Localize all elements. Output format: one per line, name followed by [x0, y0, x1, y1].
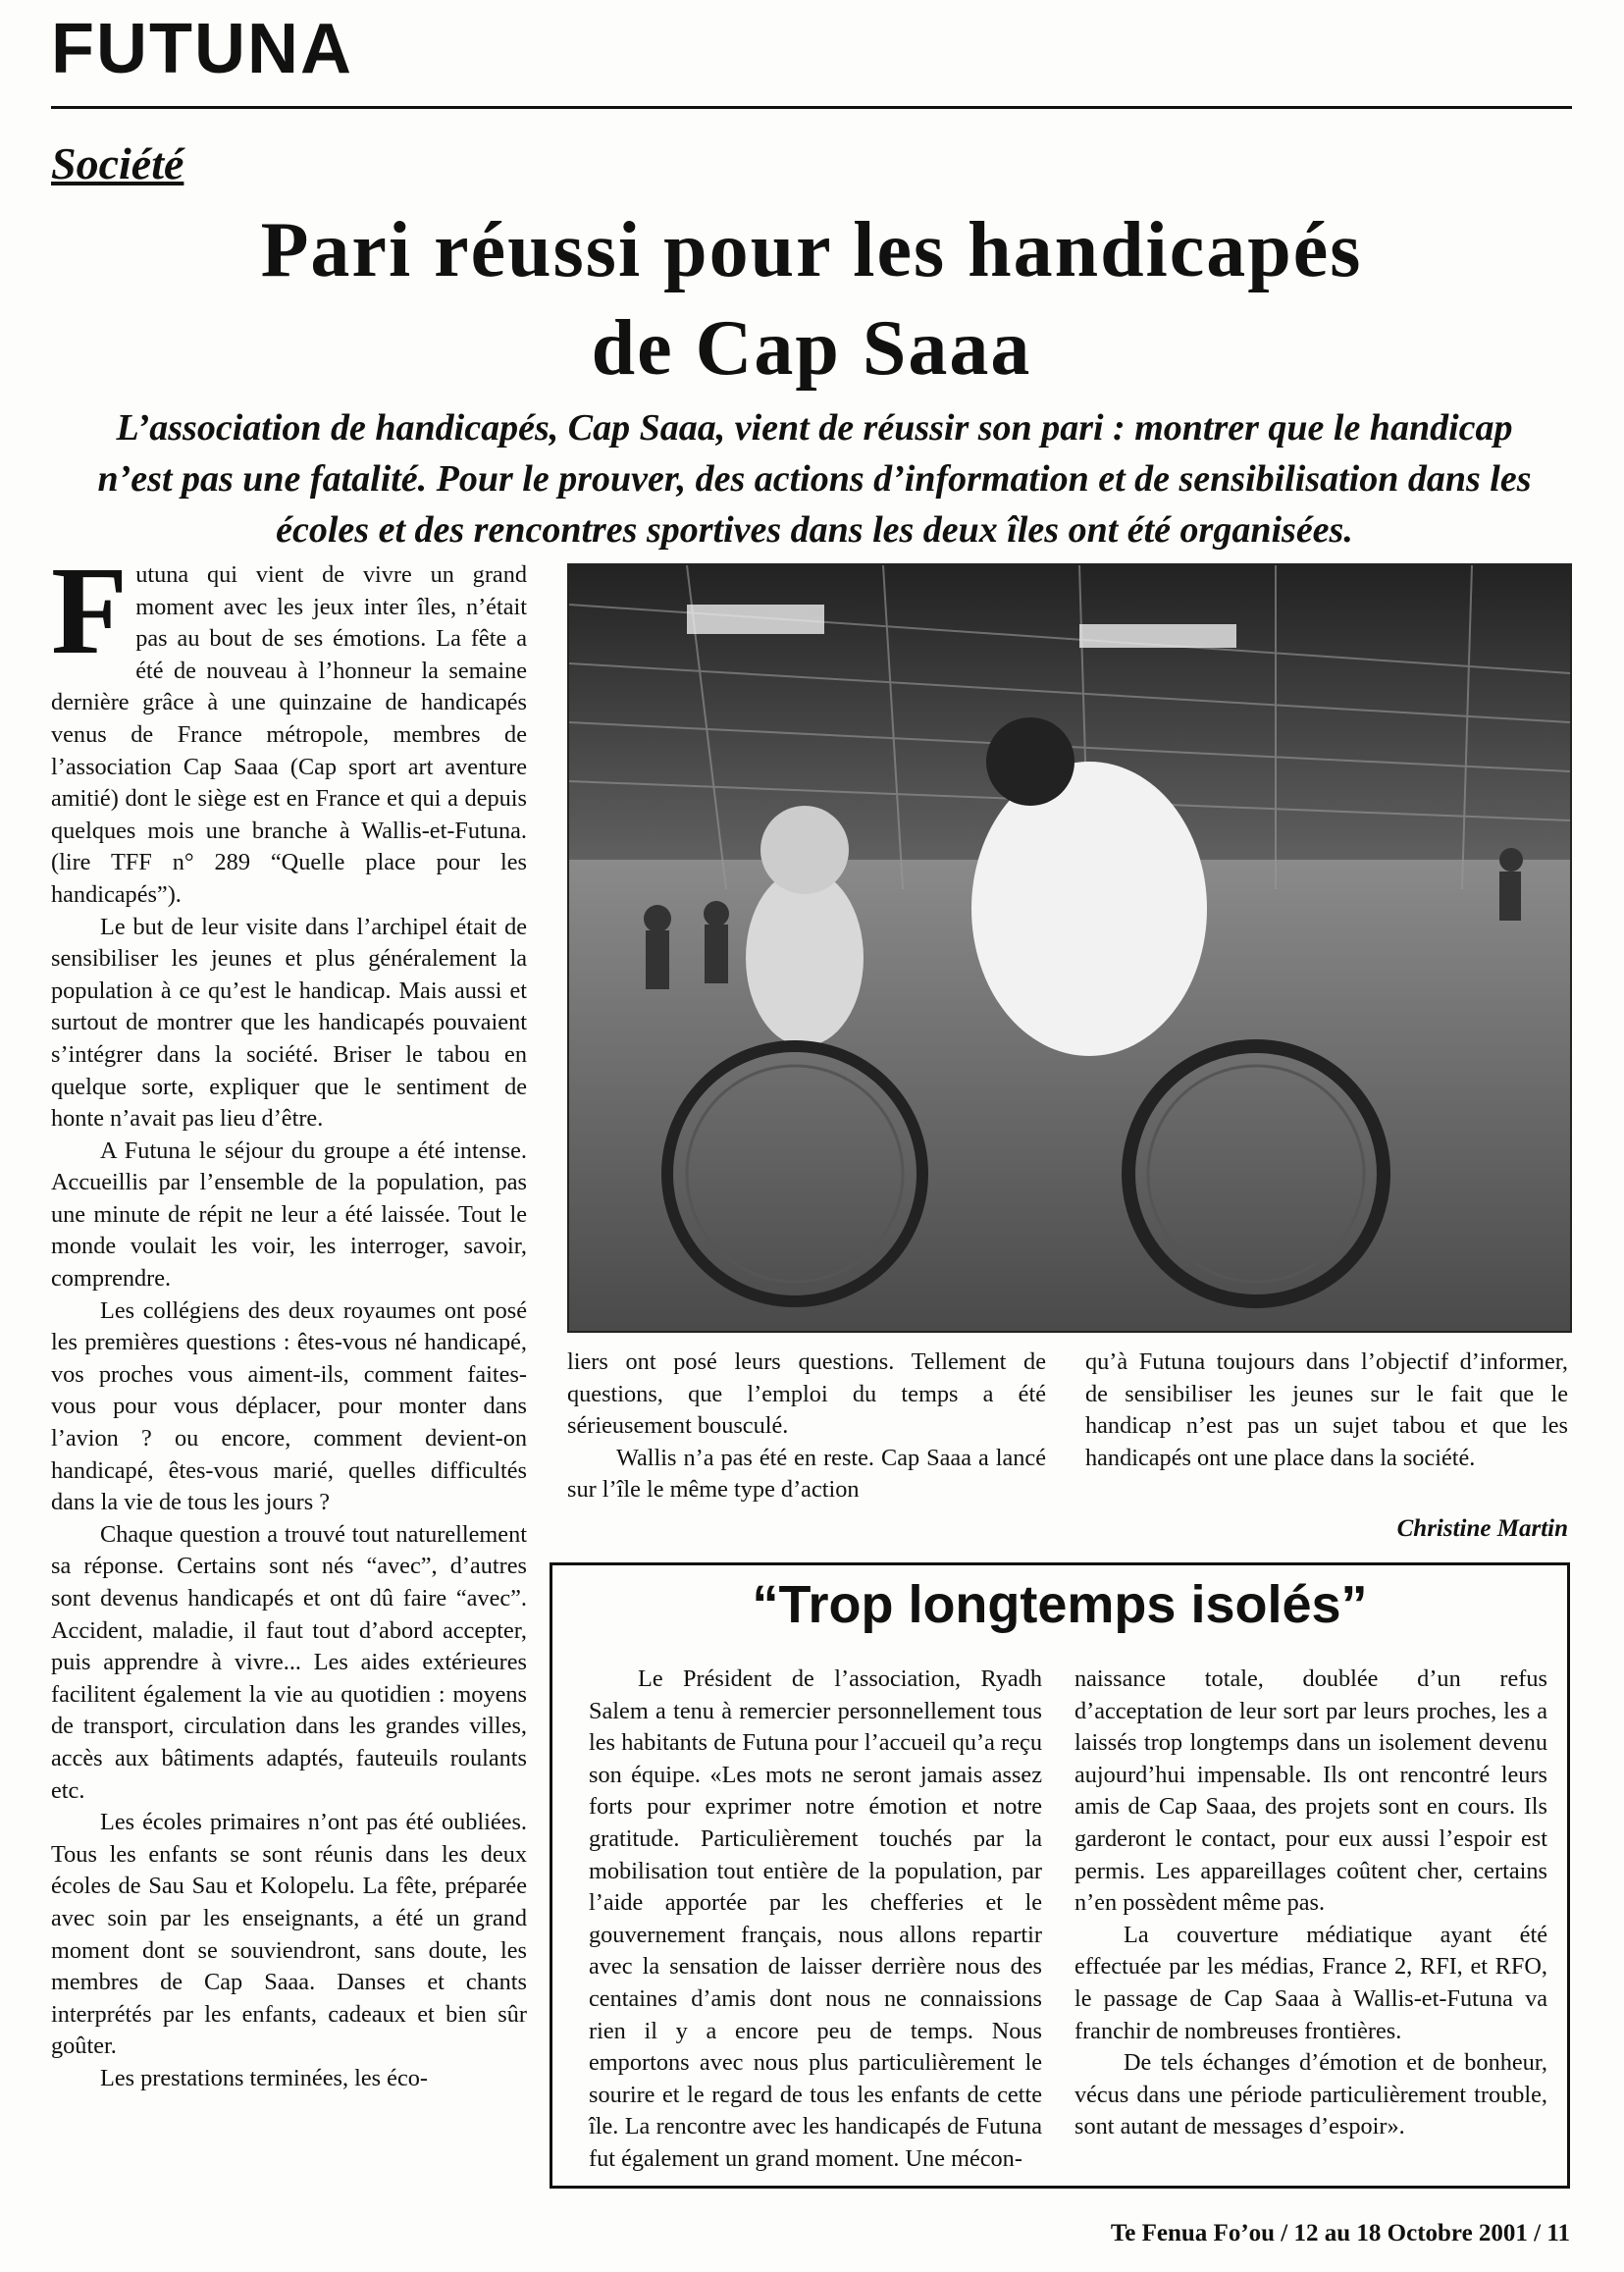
article-column-1 [51, 541, 527, 2095]
headline-line-2: de Cap Saaa [591, 305, 1032, 392]
paragraph: Le but de leur visite dans l’archipel était de sensibiliser les jeunes et plus généralement la population à ce qu’est le handicap. Mais aussi et surtout de montrer que les handicapés pouvaient s’intégrer dans la société. Briser le tabou en quelque sorte, expliquer que le sentiment de honte n’avait pas lieu d’être. [51, 913, 527, 1133]
dropcap: F [51, 541, 129, 680]
paragraph: Chaque question a trouvé tout naturellement sa réponse. Certains sont nés “avec”, d’autres sont devenus handicapés et ont dû faire “avec”. Accident, maladie, il faut tout d’abord accepter, puis apprendre à vivre... Les aides extérieures facilitent également la vie au quotidien : moyens de transport, circulation dans les grandes villes, accès aux bâtiments adaptés, fauteuils roulants etc. [51, 1520, 527, 1804]
headline-line-1: Pari réussi pour les handicapés [260, 207, 1363, 293]
paragraph: Les écoles primaires n’ont pas été oubliées. Tous les enfants se sont réunis dans les deux écoles de Sau Sau et Kolopelu. La fête, préparée avec soin par les enseignants, a été un grand moment dont se souviendront, sans doute, les membres de Cap Saaa. Danses et chants interprétés par les enfants, cadeaux et bien sûr goûter. [51, 1809, 527, 2060]
paragraph: liers ont posé leurs questions. Tellement de questions, que l’emploi du temps a été sérieusement bousculé. [567, 1348, 1046, 1440]
paragraph: Les prestations terminées, les éco- [100, 2064, 428, 2091]
article-column-2 [567, 1347, 1046, 1506]
page-footer: Te Fenua Fo’ou / 12 au 18 Octobre 2001 / 11 [1110, 2220, 1570, 2246]
paragraph: naissance totale, doublée d’un refus d’acceptation de leur sort par leurs proches, les a laissés trop longtemps dans un isolement devenu aujourd’hui impensable. Ils ont rencontré leurs amis de Cap Saaa, des projets sont en cours. Ils garderont le contact, pour eux aussi l’espoir est permis. Les appareillages coûtent cher, certains n’en possèdent même pas. [1074, 1665, 1547, 1917]
top-rule [51, 106, 1572, 109]
paragraph: qu’à Futuna toujours dans l’objectif d’informer, de sensibiliser les jeunes sur le fait que le handicap n’est pas un sujet tabou et que les handicapés ont une place dans la société. [1085, 1348, 1568, 1471]
paragraph: Wallis n’a pas été en reste. Cap Saaa a lancé sur l’île le même type d’action [567, 1444, 1046, 1504]
author-signature: Christine Martin [1396, 1515, 1568, 1542]
paragraph: Futuna qui vient de vivre un grand moment avec les jeux inter îles, n’était pas au bout de ses émotions. La fête a été de nouveau à l’honneur la semaine dernière grâce à une quinzaine de handicapés venus de France métropole, membres de l’association Cap Saaa (Cap sport art aventure amitié) dont le siège est en France et qui a depuis quelques mois une branche à Wallis-et-Futuna. (lire TFF n° 289 “Quelle place pour les handicapés”). [51, 541, 527, 908]
paragraph: Les collégiens des deux royaumes ont posé les premières questions : êtes-vous né handicapé, vos proches vous aiment-ils, comment faites-vous pour vous déplacer, pour monter dans l’avion ? ou encore, comment devient-on handicapé, êtes-vous marié, quelles difficultés dans la vie de tous les jours ? [51, 1296, 527, 1516]
section-heading: FUTUNA [51, 10, 353, 88]
rubric: Société [51, 138, 184, 188]
paragraph: Le Président de l’association, Ryadh Salem a tenu à remercier personnellement tous les habitants de Futuna pour l’accueil qu’a reçu son équipe. «Les mots ne seront jamais assez forts pour exprimer notre émotion et notre gratitude. Particulièrement touchés par la mobilisation tout entière de la population, par l’aide apportée par les chefferies et le gouvernement français, nous allons repartir avec la sensation de laisser derrière nous des centaines d’amis dont nous ne connaissions rien il y a encore peu de temps. Nous emportons avec nous plus particulièrement le sourire et le regard de tous les enfants de cette île. La rencontre avec les handicapés de Futuna fut également un grand moment. Une mécon- [589, 1665, 1042, 2172]
photo-wheelchair-athletes [567, 563, 1572, 1333]
photo-illustration [569, 565, 1570, 1331]
paragraph: La couverture médiatique ayant été effectuée par les médias, France 2, RFI, et RFO, le passage de Cap Saaa à Wallis-et-Futuna va franchir de nombreuses frontières. [1074, 1921, 1547, 2044]
sidebar-column-1 [589, 1664, 1042, 2176]
article-column-3 [1085, 1347, 1568, 1474]
sidebar-column-2 [1074, 1664, 1547, 2143]
lede: L’association de handicapés, Cap Saaa, vient de réussir son pari : montrer que le handicap n’est pas une fatalité. Pour le prouver, des actions d’information et de sensibilisation dans les écoles et des rencontres sportives dans les deux îles ont été organisées. [97, 407, 1532, 551]
sidebar-title: “Trop longtemps isolés” [752, 1575, 1368, 1634]
paragraph: De tels échanges d’émotion et de bonheur, vécus dans une période particulièrement trouble, sont autant de messages d’espoir». [1074, 2049, 1547, 2140]
headline [51, 201, 1572, 397]
paragraph: A Futuna le séjour du groupe a été intense. Accueillis par l’ensemble de la population, pas une minute de répit ne leur a été laissée. Tout le monde voulait les voir, les interroger, savoir, comprendre. [51, 1136, 527, 1293]
